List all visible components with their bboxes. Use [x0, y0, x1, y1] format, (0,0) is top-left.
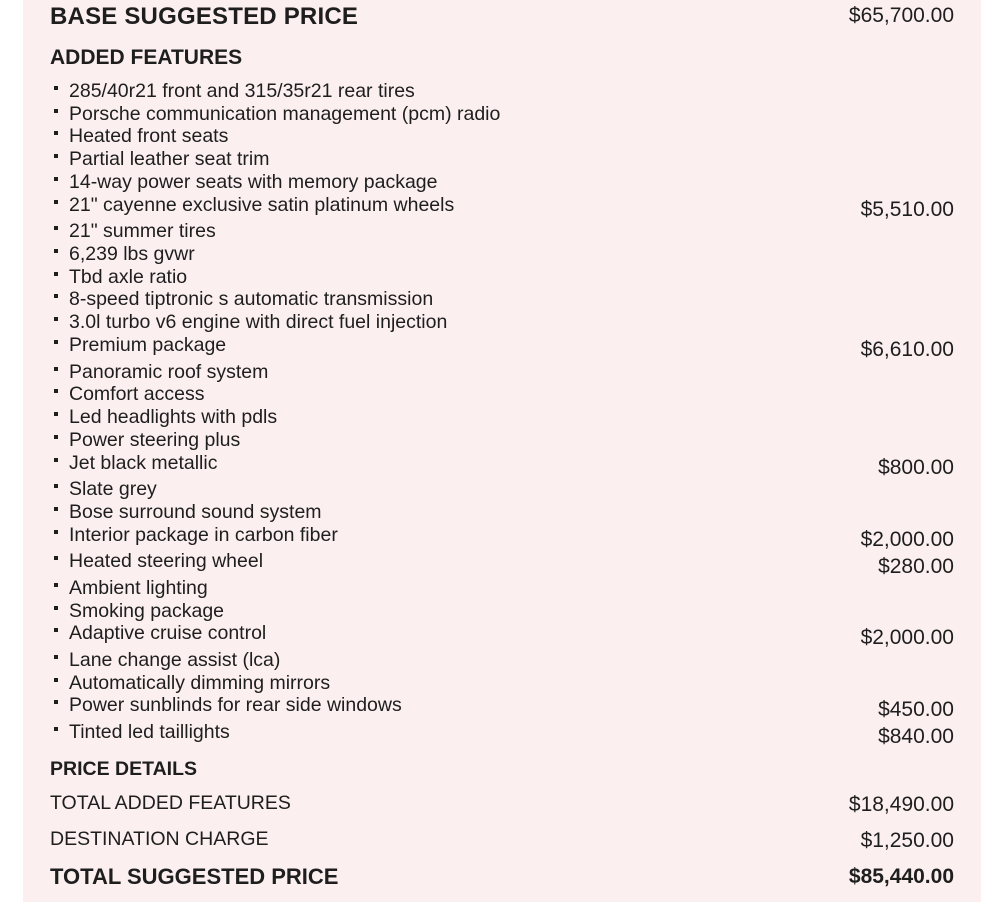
- feature-price: $800.00: [878, 456, 954, 479]
- feature-item: [54, 723, 230, 743]
- feature-label: Smoking package: [69, 600, 225, 622]
- bullet-icon: [54, 389, 58, 393]
- bullet-icon: [54, 249, 58, 253]
- bullet-icon: [54, 131, 58, 135]
- feature-label: 21" cayenne exclusive satin platinum wheels: [69, 194, 455, 216]
- feature-item: [54, 385, 204, 405]
- feature-label: Bose surround sound system: [69, 501, 322, 523]
- feature-label: Partial leather seat trim: [69, 148, 270, 170]
- bullet-icon: [54, 458, 58, 462]
- feature-label: 21" summer tires: [69, 220, 216, 242]
- feature-label: Comfort access: [69, 383, 205, 405]
- bullet-icon: [54, 700, 58, 704]
- feature-item: [54, 431, 240, 451]
- feature-item: [54, 503, 322, 523]
- bullet-icon: [54, 294, 58, 298]
- feature-label: Panoramic roof system: [69, 361, 269, 383]
- bullet-icon: [54, 109, 58, 113]
- feature-item: [54, 336, 226, 356]
- feature-label: Porsche communication management (pcm) radio: [69, 103, 501, 125]
- feature-label: Tbd axle ratio: [69, 266, 188, 288]
- feature-label: 3.0l turbo v6 engine with direct fuel injection: [69, 311, 448, 333]
- feature-item: [54, 268, 187, 288]
- feature-label: Tinted led taillights: [69, 721, 230, 743]
- feature-item: [54, 602, 224, 622]
- bullet-icon: [54, 507, 58, 511]
- feature-item: [54, 696, 402, 716]
- destination-charge-value: $1,250.00: [860, 829, 954, 852]
- bullet-icon: [54, 412, 58, 416]
- bullet-icon: [54, 606, 58, 610]
- feature-label: Jet black metallic: [69, 452, 218, 474]
- feature-price: $840.00: [878, 725, 954, 748]
- feature-label: 8-speed tiptronic s automatic transmission: [69, 288, 434, 310]
- base-price-value: $65,700.00: [848, 4, 954, 27]
- destination-charge-label: DESTINATION CHARGE: [50, 828, 269, 850]
- feature-price: $280.00: [878, 555, 954, 578]
- feature-label: Interior package in carbon fiber: [69, 524, 338, 546]
- feature-item: [54, 480, 157, 500]
- feature-item: [54, 82, 415, 102]
- feature-item: [54, 245, 195, 265]
- bullet-icon: [54, 86, 58, 90]
- feature-item: [54, 150, 270, 170]
- total-suggested-price-value: $85,440.00: [848, 865, 954, 888]
- feature-item: [54, 196, 454, 216]
- feature-label: Automatically dimming mirrors: [69, 672, 331, 694]
- feature-label: Premium package: [69, 334, 227, 356]
- bullet-icon: [54, 583, 58, 587]
- feature-label: Power sunblinds for rear side windows: [69, 694, 402, 716]
- bullet-icon: [54, 628, 58, 632]
- feature-item: [54, 222, 216, 242]
- base-price-label: BASE SUGGESTED PRICE: [50, 3, 359, 30]
- added-features-heading: ADDED FEATURES: [50, 46, 243, 69]
- feature-label: 6,239 lbs gvwr: [69, 243, 195, 265]
- feature-item: [54, 624, 266, 644]
- feature-item: [54, 127, 228, 147]
- bullet-icon: [54, 484, 58, 488]
- bullet-icon: [54, 340, 58, 344]
- bullet-icon: [54, 177, 58, 181]
- bullet-icon: [54, 317, 58, 321]
- feature-item: [54, 579, 208, 599]
- feature-label: Heated front seats: [69, 125, 229, 147]
- bullet-icon: [54, 556, 58, 560]
- feature-item: [54, 552, 263, 572]
- feature-price: $2,000.00: [860, 528, 954, 551]
- feature-label: Power steering plus: [69, 429, 241, 451]
- bullet-icon: [54, 678, 58, 682]
- bullet-icon: [54, 530, 58, 534]
- feature-label: Slate grey: [69, 478, 157, 500]
- feature-item: [54, 290, 433, 310]
- feature-item: [54, 454, 217, 474]
- feature-label: Ambient lighting: [69, 577, 208, 599]
- feature-item: [54, 105, 500, 125]
- feature-price: $6,610.00: [860, 338, 954, 361]
- feature-price: $5,510.00: [860, 198, 954, 221]
- bullet-icon: [54, 272, 58, 276]
- feature-item: [54, 674, 330, 694]
- feature-item: [54, 651, 280, 671]
- total-added-features-label: TOTAL ADDED FEATURES: [50, 792, 291, 814]
- total-suggested-price-label: TOTAL SUGGESTED PRICE: [50, 864, 339, 889]
- bullet-icon: [54, 154, 58, 158]
- feature-label: Led headlights with pdls: [69, 406, 278, 428]
- feature-item: [54, 173, 438, 193]
- bullet-icon: [54, 727, 58, 731]
- bullet-icon: [54, 200, 58, 204]
- feature-item: [54, 313, 447, 333]
- feature-item: [54, 363, 268, 383]
- feature-label: 285/40r21 front and 315/35r21 rear tires: [69, 80, 415, 102]
- bullet-icon: [54, 655, 58, 659]
- bullet-icon: [54, 226, 58, 230]
- total-added-features-value: $18,490.00: [848, 793, 954, 816]
- price-details-heading: PRICE DETAILS: [50, 758, 197, 780]
- feature-label: Adaptive cruise control: [69, 622, 267, 644]
- feature-item: [54, 408, 277, 428]
- bullet-icon: [54, 367, 58, 371]
- feature-price: $2,000.00: [860, 626, 954, 649]
- feature-label: Lane change assist (lca): [69, 649, 281, 671]
- feature-label: 14-way power seats with memory package: [69, 171, 438, 193]
- bullet-icon: [54, 435, 58, 439]
- feature-label: Heated steering wheel: [69, 550, 264, 572]
- feature-item: [54, 526, 338, 546]
- feature-price: $450.00: [878, 698, 954, 721]
